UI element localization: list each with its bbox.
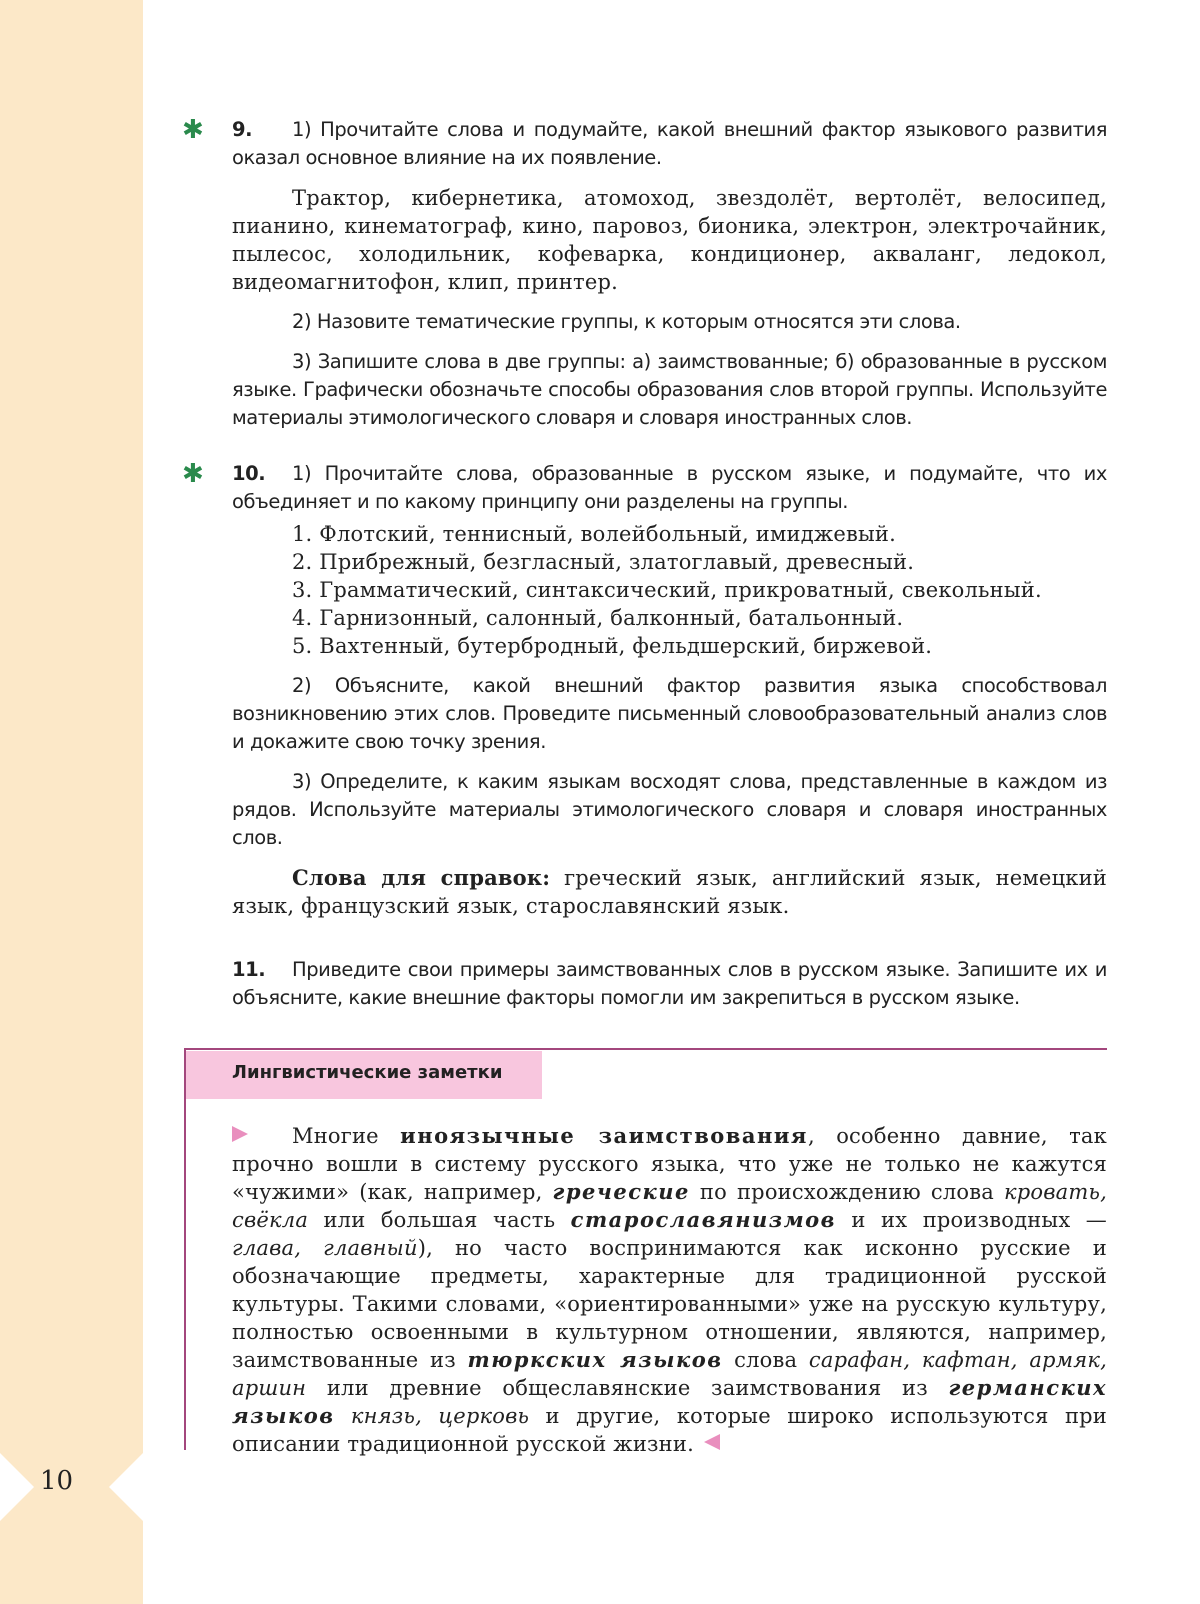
side-band — [0, 0, 143, 1604]
reference-words — [232, 864, 1107, 920]
list-item: 5. Вахтенный, бутербродный, фельдшерский, биржевой. — [292, 634, 933, 658]
word-list: Трактор, кибернетика, атомоход, звездолёт, вертолёт, велосипед, пианино, кинематограф, кино, паровоз, бионика, электрон, электрочайник, пылесос, холодильник, кофеварка, кондиционер, акваланг, ледокол, видеомагнитофон, клип, принтер. — [232, 186, 1107, 294]
page-number: 10 — [40, 1466, 74, 1496]
asterisk-icon: ✱ — [182, 115, 204, 145]
task-9 — [232, 116, 1107, 432]
linguistic-notes-body — [232, 1122, 1107, 1458]
task-number: 11. — [232, 958, 266, 981]
question-2: 2) Объясните, какой внешний фактор развития языка способствовал возникновению этих слов. Проведите письменный словообразовательный анализ слов и докажите свою точку зрения. — [232, 674, 1107, 753]
question-2: 2) Назовите тематические группы, к которым относятся эти слова. — [292, 310, 961, 333]
task-intro: 1) Прочитайте слова, образованные в русском языке, и подумайте, что их объединяет и по какому принципу они разделены на группы. — [232, 462, 1107, 513]
triangle-left-icon — [704, 1434, 720, 1450]
question-3: 3) Определите, к каким языкам восходят слова, представленные в каждом из рядов. Используйте материалы этимологического словаря и словаря иностранных слов. — [232, 770, 1107, 849]
task-intro: 1) Прочитайте слова и подумайте, какой внешний фактор языкового развития оказал основное влияние на их появление. — [232, 118, 1107, 169]
triangle-right-icon — [232, 1126, 248, 1142]
linguistic-notes-title: Лингвистические заметки — [232, 1062, 503, 1083]
reference-text: греческий язык, английский язык, немецкий язык, французский язык, старославянский язык. — [232, 866, 1107, 918]
note-paragraph: Многие иноязычные заимствования, особенно давние, так прочно вошли в систему русского языка, что уже не только не кажутся «чужими» (как, например, греческие по происхождению слова кровать, свёкла или большая часть старославянизмов и их производных — глава, главный), но часто воспринимаются как исконно русские и обозначающие предметы, характерные для традиционной русской культуры. Такими словами, «ориентированными» уже на русскую культуру, полностью освоенными в культурном отношении, являются, например, заимствованные из тюркских языков слова сарафан, кафтан, армяк, аршин или древние общеславянские заимствования из германских языков князь, церковь и другие, которые широко используются при описании традиционной русской жизни. — [232, 1123, 1108, 1456]
list-item: 2. Прибрежный, безгласный, златоглавый, древесный. — [292, 550, 915, 574]
word-groups — [292, 520, 1107, 660]
task-10 — [232, 460, 1107, 920]
task-11 — [232, 956, 1107, 1012]
asterisk-icon: ✱ — [182, 459, 204, 489]
task-text: Приведите свои примеры заимствованных слов в русском языке. Запишите их и объясните, какие внешние факторы помогли им закрепиться в русском языке. — [232, 958, 1107, 1009]
task-number: 9. — [232, 118, 253, 141]
task-number: 10. — [232, 462, 266, 485]
list-item: 3. Грамматический, синтаксический, прикроватный, свекольный. — [292, 578, 1042, 602]
list-item: 4. Гарнизонный, салонный, балконный, батальонный. — [292, 606, 904, 630]
question-3: 3) Запишите слова в две группы: а) заимствованные; б) образованные в русском языке. Графически обозначьте способы образования слов второй группы. Используйте материалы этимологического словаря и словаря иностранных слов. — [232, 350, 1107, 429]
reference-label: Слова для справок: — [292, 865, 551, 890]
list-item: 1. Флотский, теннисный, волейбольный, имиджевый. — [292, 522, 896, 546]
